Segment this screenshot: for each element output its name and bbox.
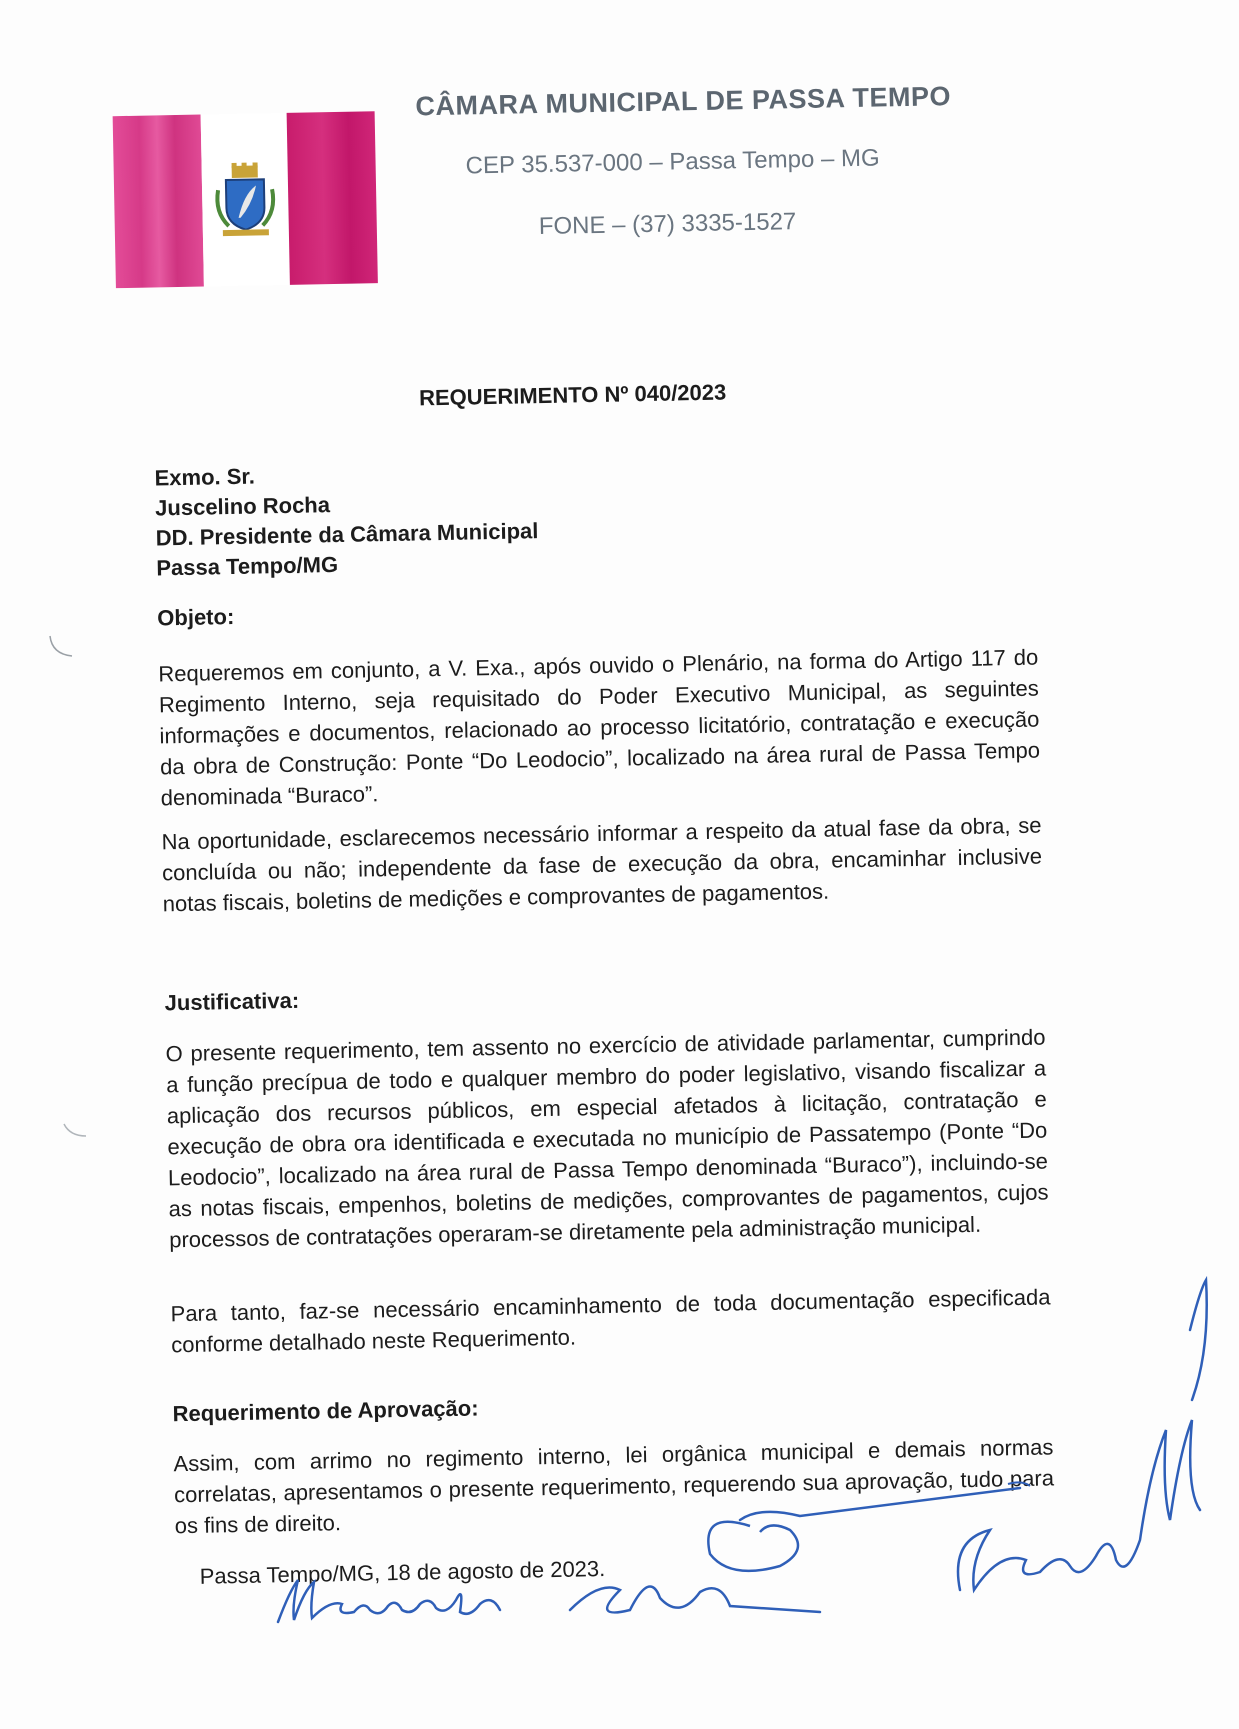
justificativa-paragraph-1: O presente requerimento, tem assento no exercício de atividade parlamentar, cumprindo a função precípua de todo e qualquer membro do poder legislativo, visando fiscalizar a aplicação dos recursos públicos, em especial afetados à licitação, contratação e execução de obra ora identificada e executada no município de Passatempo (Ponte “Do Leodocio”, localizado na área rural de Passa Tempo denominada “Buraco”), incluindo-se as notas fiscais, empenhos, boletins de medições, comprovantes de pagamentos, cujos processos de contratações operaram-se diretamente pela administração municipal. — [165, 1024, 1049, 1253]
addressee-block — [154, 456, 539, 583]
addressee-line: Juscelino Rocha — [154, 492, 331, 521]
handwritten-signature-3 — [930, 1210, 1230, 1610]
coat-of-arms-icon — [209, 159, 281, 240]
flag-right-stripe — [287, 111, 378, 285]
addressee-line: DD. Presidente da Câmara Municipal — [155, 518, 539, 551]
organization-cep: CEP 35.537-000 – Passa Tempo – MG — [465, 144, 880, 180]
margin-mark — [46, 632, 76, 662]
date-line: Passa Tempo/MG, 18 de agosto de 2023. — [199, 1556, 606, 1589]
municipal-flag-logo — [113, 111, 378, 288]
addressee-line: Exmo. Sr. — [154, 463, 256, 491]
document-title: REQUERIMENTO Nº 040/2023 — [418, 379, 727, 411]
aprovacao-paragraph: Assim, com arrimo no regimento interno, lei orgânica municipal e demais normas correlatas, apresentamos o presente requerimento, requerendo sua aprovação, tudo para os fins de direito. — [173, 1434, 1055, 1539]
objeto-paragraph-1: Requeremos em conjunto, a V. Exa., após ouvido o Plenário, na forma do Artigo 117 do Regimento Interno, seja requisitado do Poder Executivo Municipal, as seguintes informações e documentos, relacionado ao processo licitatório, contratação e execução da obra de Construção: Ponte “Do Leodocio”, localizado na área rural de Passa Tempo denominada “Buraco”. — [158, 644, 1041, 811]
aprovacao-heading: Requerimento de Aprovação: — [172, 1395, 479, 1427]
objeto-heading: Objeto: — [157, 603, 235, 631]
organization-phone: FONE – (37) 3335-1527 — [538, 208, 797, 241]
flag-left-stripe — [113, 115, 204, 289]
justificativa-heading: Justificativa: — [164, 987, 300, 1016]
objeto-paragraph-2: Na oportunidade, esclarecemos necessário informar a respeito da atual fase da obra, se concluída ou não; independente da fase de execução da obra, encaminhar inclusive notas fiscais, boletins de medições e comprovantes de pagamentos. — [161, 812, 1043, 917]
justificativa-paragraph-2: Para tanto, faz-se necessário encaminhamento de toda documentação especificada conforme detalhado neste Requerimento. — [170, 1284, 1051, 1358]
organization-name: CÂMARA MUNICIPAL DE PASSA TEMPO — [415, 81, 952, 122]
margin-mark — [60, 1120, 90, 1140]
handwritten-signature-1 — [270, 1560, 560, 1630]
addressee-line: Passa Tempo/MG — [156, 551, 339, 581]
